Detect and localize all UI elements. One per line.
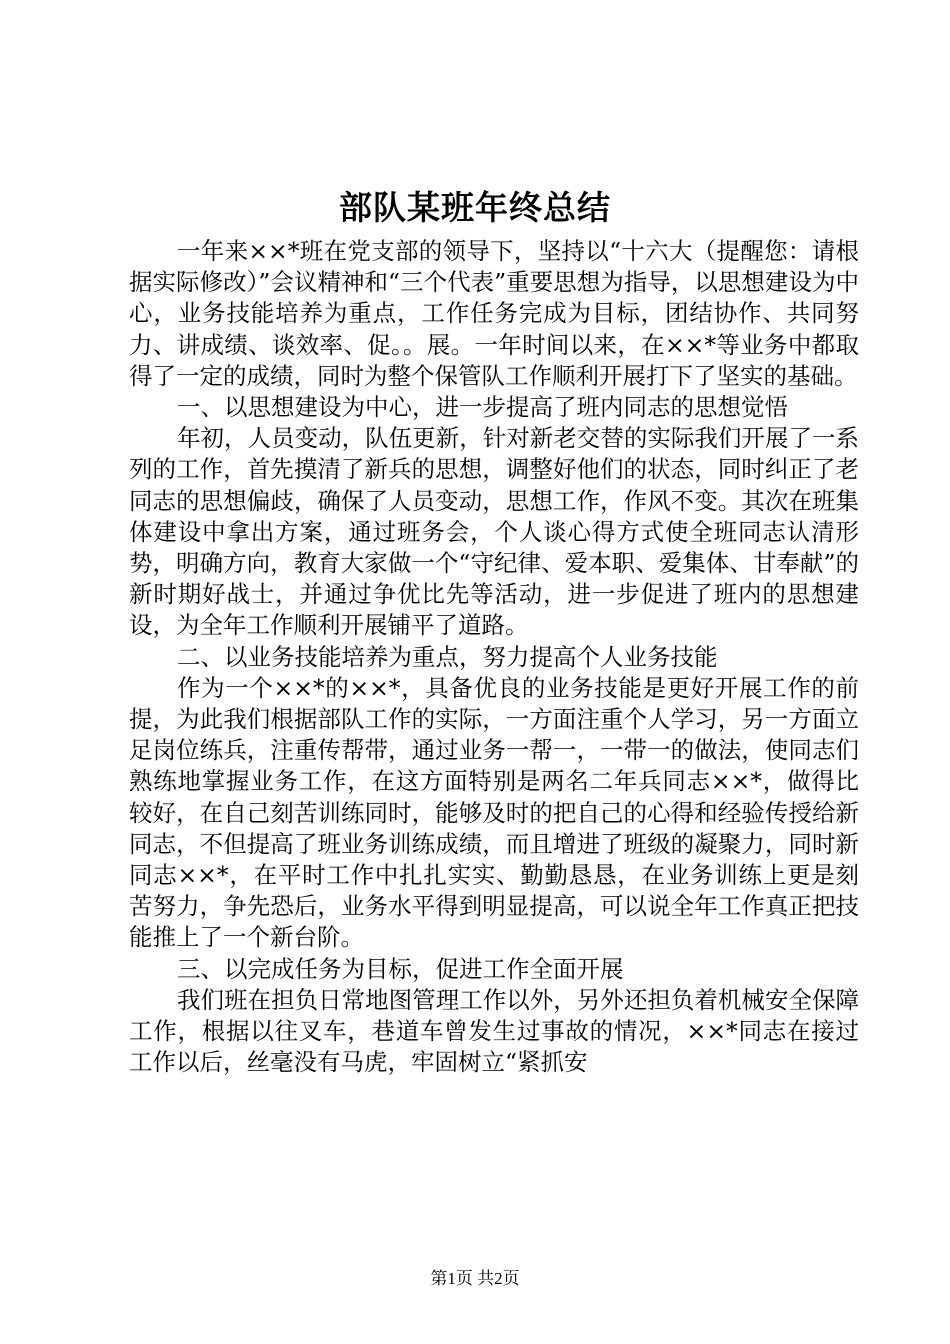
section-heading-2: 二、以业务技能培养为重点，努力提高个人业务技能 bbox=[177, 642, 718, 671]
section-heading-3: 三、以完成任务为目标，促进工作全面开展 bbox=[177, 954, 624, 983]
paragraph-section-3: 我们班在担负日常地图管理工作以外，另外还担负着机械安全保障工作，根据以往叉车，巷道车曾发生过事故的情况，××*同志在接过工作以后，丝毫没有马虎，牢固树立“紧抓安 bbox=[129, 985, 859, 1077]
paragraph-section-2: 作为一个××*的××*，具备优良的业务技能是更好开展工作的前提，为此我们根据部队工作的实际，一方面注重个人学习，另一方面立足岗位练兵，注重传帮带，通过业务一帮一，一带一的做法，使同志们熟练地掌握业务工作，在这方面特别是两名二年兵同志××*，做得比较好，在自己刻苦训练同时，能够及时的把自己的心得和经验传授给新同志，不但提高了班业务训练成绩，而且增进了班级的凝聚力，同时新同志××*，在平时工作中扎扎实实、勤勤恳恳，在业务训练上更是刻苦努力，争先恐后，业务水平得到明显提高，可以说全年工作真正把技能推上了一个新台阶。 bbox=[129, 673, 859, 952]
document-title: 部队某班年终总结 bbox=[339, 188, 611, 227]
document-body bbox=[129, 236, 859, 1078]
paragraph-section-1: 年初，人员变动，队伍更新，针对新老交替的实际我们开展了一系列的工作，首先摸清了新兵的思想，调整好他们的状态，同时纠正了老同志的思想偏歧，确保了人员变动，思想工作，作风不变。其次在班集体建设中拿出方案，通过班务会，个人谈心得方式使全班同志认清形势，明确方向，教育大家做一个“守纪律、爱本职、爱集体、甘奉献”的新时期好战士，并通过争优比先等活动，进一步促进了班内的思想建设，为全年工作顺利开展铺平了道路。 bbox=[129, 424, 859, 640]
paragraph-intro: 一年来××*班在党支部的领导下，坚持以“十六大（提醒您：请根据实际修改）”会议精神和“三个代表”重要思想为指导，以思想建设为中心，业务技能培养为重点，工作任务完成为目标，团结协作、共同努力、讲成绩、谈效率、促。。展。一年时间以来，在××*等业务中都取得了一定的成绩，同时为整个保管队工作顺利开展打下了坚实的基础。 bbox=[129, 237, 859, 390]
section-heading-1: 一、以思想建设为中心，进一步提高了班内同志的思想觉悟 bbox=[177, 393, 788, 422]
page-footer: 第1页 共2页 bbox=[430, 1269, 520, 1288]
